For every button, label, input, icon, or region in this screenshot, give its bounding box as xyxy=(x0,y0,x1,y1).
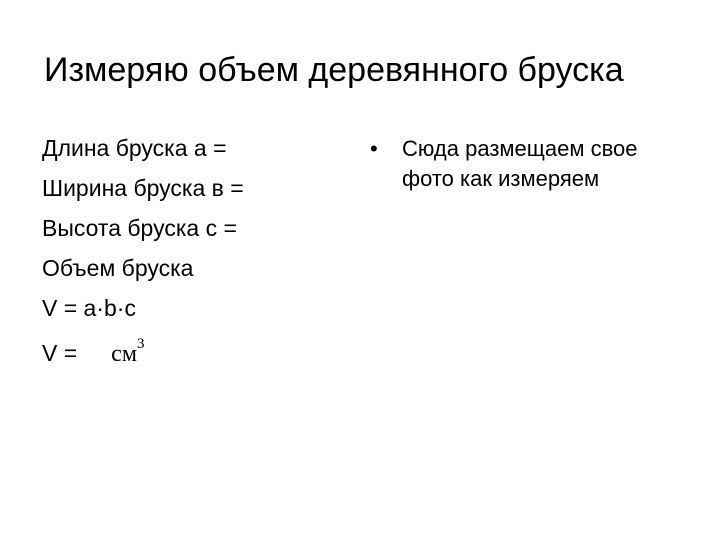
photo-instruction-bullet xyxy=(368,134,688,194)
length-line: Длина бруска a = xyxy=(42,135,227,161)
width-line: Ширина бруска в = xyxy=(42,175,244,201)
height-line: Высота бруска с = xyxy=(42,215,237,241)
measurement-list xyxy=(42,132,342,372)
volume-unit-power: 3 xyxy=(137,336,145,352)
volume-heading: Объем бруска xyxy=(42,255,194,281)
photo-instruction-text: Сюда размещаем свое фото как измеряем xyxy=(402,136,638,191)
slide-title: Измеряю объем деревянного бруска xyxy=(44,51,624,89)
volume-unit xyxy=(111,336,145,367)
volume-result-label: V = xyxy=(42,340,78,366)
volume-formula: V = a·b·c xyxy=(42,295,136,321)
volume-result-line xyxy=(42,332,342,367)
volume-unit-base: см xyxy=(111,341,138,367)
bullet-icon: • xyxy=(370,136,378,161)
photo-placeholder-area xyxy=(368,134,688,194)
